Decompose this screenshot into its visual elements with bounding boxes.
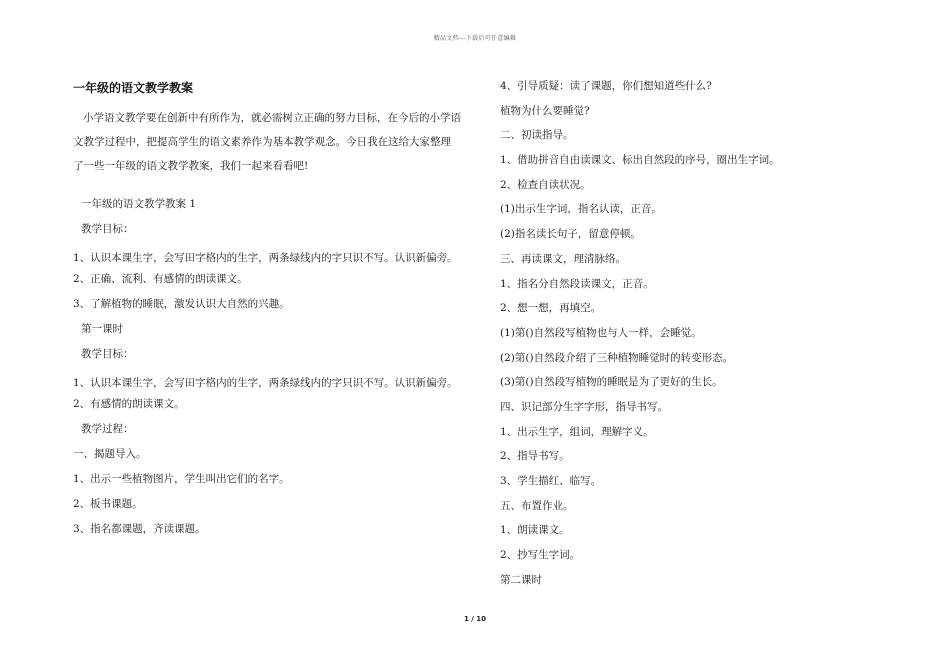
- text-line: 4、引导质疑：读了课题，你们想知道些什么?: [500, 80, 712, 92]
- text-line: 3、了解植物的睡眠，激发认识大自然的兴趣。: [73, 298, 290, 310]
- text-line: 3、学生描红、临写。: [500, 475, 602, 487]
- text-line: 2、检查自读状况。: [500, 178, 591, 191]
- text-line: 2、正确、流利、有感情的朗读课文。: [73, 273, 248, 285]
- text-line: 二、初读指导。: [500, 129, 574, 142]
- text-line: (2)第()自然段介绍了三种植物睡觉时的转变形态。: [500, 351, 734, 364]
- text-line: (3)第()自然段写植物的睡眠是为了更好的生长。: [500, 376, 723, 389]
- left-column: [73, 78, 461, 546]
- text-line: 1、朗读课文。: [500, 524, 570, 537]
- right-column: [500, 78, 888, 596]
- text-line: 四、识记部分生字字形，指导书写。: [500, 400, 668, 413]
- text-line: 1、指名分自然段读课文，正音。: [500, 277, 654, 290]
- text-line: 1、出示生字，组词，理解字义。: [500, 425, 654, 438]
- text-line: 教学过程：: [81, 423, 134, 435]
- text-line: (1)出示生字词，指名认读，正音。: [500, 203, 662, 216]
- text-line: 1、认识本课生字，会写田字格内的生字，两条绿线内的字只识不写。认识新偏旁。: [73, 252, 458, 264]
- text-line: 2、抄写生字词。: [500, 549, 581, 562]
- text-line: (2)指名读长句子，留意停顿。: [500, 228, 641, 241]
- text-line: 2、指导书写。: [500, 450, 570, 463]
- text-line: 3、指名都课题，齐读课题。: [73, 523, 206, 535]
- document-title: 一年级的语文教学教案: [73, 81, 194, 95]
- text-line: 1、出示一些植物图片，学生叫出它们的名字。: [73, 473, 290, 485]
- text-line: 植物为什么要睡觉?: [500, 104, 590, 117]
- text-line: (1)第()自然段写植物也与人一样，会睡觉。: [500, 326, 702, 339]
- text-line: 五、布置作业。: [500, 499, 574, 512]
- intro-text: 小学语文教学要在创新中有所作为，就必需树立正确的努力目标，在今后的小学语文教学过程中，把提高学生的语文素养作为基本教学观念。今日我在这给大家整理了一些一年级的语文教学教案，我们一起来看看吧!: [73, 112, 461, 172]
- text-line: 第一课时: [81, 323, 123, 335]
- text-line: 2、想一想，再填空。: [500, 302, 602, 315]
- text-line: 教学目标：: [81, 223, 134, 235]
- text-line: 1、借助拼音自由读课文、标出自然段的序号，圈出生字词。: [500, 154, 780, 167]
- page-header: 精品文档---下载后可任意编辑: [433, 35, 517, 42]
- intro-paragraph: [73, 106, 461, 178]
- text-line: 2、板书课题。: [73, 498, 143, 510]
- text-line: 2、有感情的朗读课文。: [73, 398, 185, 410]
- text-line: 第二课时: [500, 573, 542, 586]
- page-number: 1 / 10: [463, 615, 487, 623]
- text-line: 三、再读课文，理清脉络。: [500, 252, 626, 265]
- section-heading: 一年级的语文教学教案 1: [81, 198, 197, 210]
- text-line: 教学目标：: [81, 348, 134, 360]
- text-line: 一、揭题导入。: [73, 448, 147, 460]
- text-line: 1、认识本课生字，会写田字格内的生字，两条绿线内的字只识不写。认识新偏旁。: [73, 377, 458, 389]
